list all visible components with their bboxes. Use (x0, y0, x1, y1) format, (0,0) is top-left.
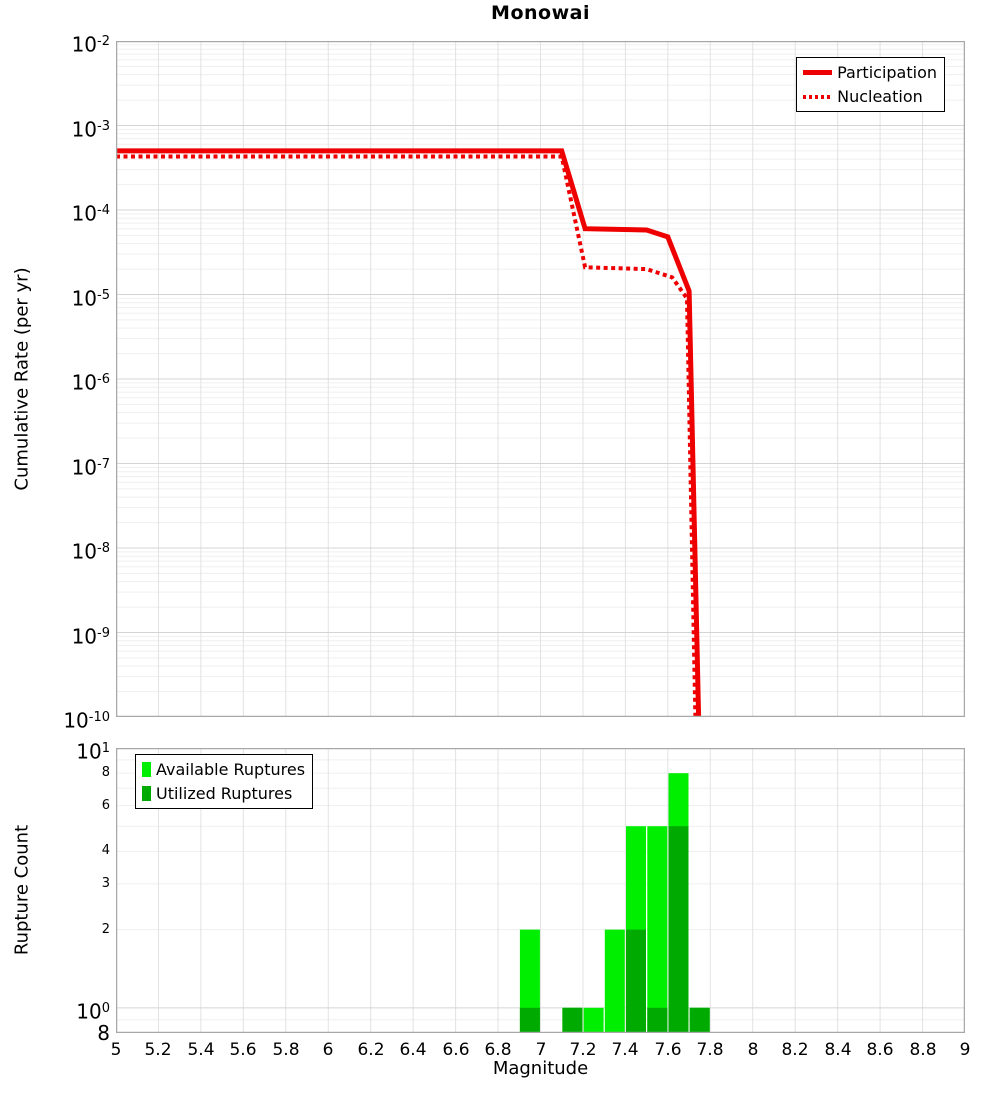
utilized-bar (669, 826, 689, 1033)
legend-item-participation (803, 62, 937, 83)
y-tick-label: 2 (101, 922, 110, 937)
y-tick-label: $10^{-5}$ (71, 286, 110, 311)
available-bar (584, 1008, 604, 1033)
cumulative-rate-plot (116, 41, 965, 717)
x-tick-label: 6.6 (442, 1040, 470, 1060)
x-tick-label: 6.8 (484, 1040, 512, 1060)
available-bar (647, 826, 667, 1033)
x-tick-label: 5.2 (144, 1040, 172, 1060)
legend-label: Utilized Ruptures (156, 784, 293, 803)
x-tick-label: 8.6 (866, 1040, 894, 1060)
x-tick-label: 6 (322, 1040, 334, 1060)
x-tick-label: 9 (959, 1040, 971, 1060)
x-tick-label: 6.4 (399, 1040, 427, 1060)
y-tick-label: $10^{-8}$ (71, 539, 110, 564)
cumulative-rate-panel (116, 41, 965, 717)
x-tick-label: 7.6 (654, 1040, 682, 1060)
y-tick-label: $10^1$ (76, 739, 110, 764)
legend-label: Participation (837, 63, 937, 82)
x-tick-label: 7.8 (696, 1040, 724, 1060)
x-tick-label: 8.2 (781, 1040, 809, 1060)
rupture-count-panel (116, 748, 965, 1033)
x-tick-label: 5.8 (272, 1040, 300, 1060)
rupture-legend (135, 754, 313, 809)
available-bar (605, 930, 625, 1033)
y-tick-label: $10^{-6}$ (71, 370, 110, 395)
gridlines (116, 41, 965, 717)
x-tick-label: 8 (747, 1040, 759, 1060)
x-axis-title: Magnitude (492, 1058, 589, 1079)
y-tick-label: $10^0$ (76, 999, 110, 1024)
utilized-bar (647, 1008, 667, 1033)
page-title: Monowai (491, 2, 590, 24)
x-tick-label: 6.2 (357, 1040, 385, 1060)
participation-line-icon (803, 70, 832, 75)
x-tick-label: 5 (110, 1040, 122, 1060)
legend-label: Nucleation (837, 87, 923, 106)
x-tick-label: 7.2 (569, 1040, 597, 1060)
x-tick-label: 8.8 (909, 1040, 937, 1060)
y-tick-label: $10^{-9}$ (71, 624, 110, 649)
nucleation-line-icon (803, 95, 832, 99)
utilized-bar (562, 1008, 582, 1033)
utilized-bar (690, 1008, 710, 1033)
y-tick-label: $10^{-10}$ (63, 708, 110, 733)
bottom-y-axis-title: Rupture Count (11, 824, 33, 956)
y-tick-label: $10^{-7}$ (71, 455, 110, 480)
y-tick-label: 6 (101, 798, 110, 813)
top-y-axis-title: Cumulative Rate (per yr) (11, 267, 33, 491)
y-tick-label: 3 (101, 876, 110, 891)
legend-item-nucleation (803, 86, 937, 107)
x-tick-label: 8.4 (824, 1040, 852, 1060)
legend-item-utilized (142, 783, 305, 804)
y-tick-label: $10^{-2}$ (71, 32, 110, 57)
rate-legend (796, 57, 945, 112)
x-tick-label: 7 (535, 1040, 547, 1060)
x-tick-label: 5.4 (187, 1040, 215, 1060)
x-tick-label: 5.6 (229, 1040, 257, 1060)
y-tick-label: 8 (101, 765, 110, 780)
utilized-bar (626, 930, 646, 1033)
y-tick-label: 8 (97, 1021, 110, 1045)
legend-item-available (142, 759, 305, 780)
y-tick-label: $10^{-4}$ (71, 201, 110, 226)
x-tick-label: 7.4 (611, 1040, 639, 1060)
available-ruptures-swatch-icon (142, 762, 151, 777)
y-tick-label: 4 (101, 843, 110, 858)
legend-label: Available Ruptures (156, 760, 306, 779)
utilized-ruptures-swatch-icon (142, 786, 151, 801)
y-tick-label: $10^{-3}$ (71, 117, 110, 142)
utilized-bar (520, 1008, 540, 1033)
